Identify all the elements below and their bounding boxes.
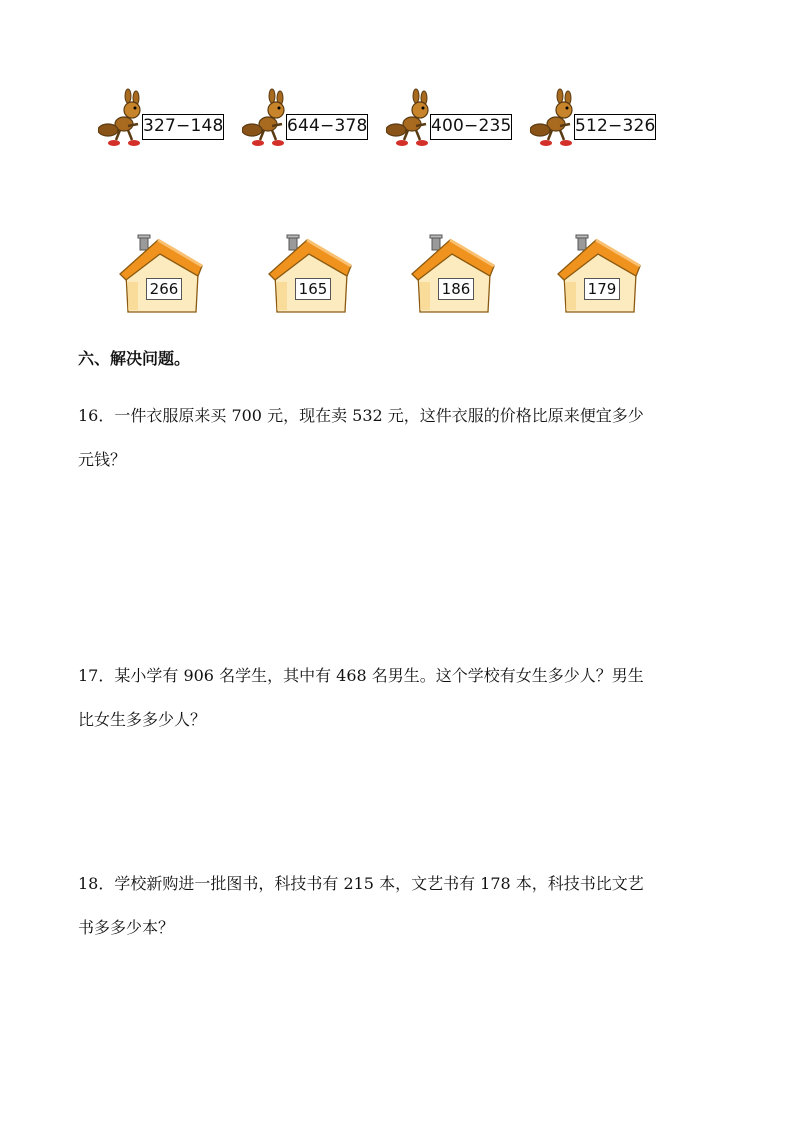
ant-card-3 (386, 86, 516, 156)
expression-box: 512−326 (574, 114, 656, 140)
problem-line: 17．某小学有 906 名学生，其中有 468 名男生。这个学校有女生多少人？男生 (78, 666, 644, 685)
problem-17 (78, 654, 718, 742)
house-icon (116, 234, 206, 314)
ant-card-4 (530, 86, 660, 156)
house-card-2 (265, 234, 355, 314)
expression-box: 400−235 (430, 114, 512, 140)
house-icon (265, 234, 355, 314)
house-icon (408, 234, 498, 314)
house-number: 165 (295, 278, 331, 300)
house-number: 186 (438, 278, 474, 300)
ant-card-1 (98, 86, 228, 156)
house-icon (554, 234, 644, 314)
problem-18 (78, 862, 718, 950)
house-card-3 (408, 234, 498, 314)
ant-icon (242, 86, 292, 156)
expression-box: 327−148 (142, 114, 224, 140)
problem-line: 书多多少本？ (78, 918, 175, 937)
problem-16 (78, 394, 718, 482)
expression-box: 644−378 (286, 114, 368, 140)
ant-icon (530, 86, 580, 156)
ant-icon (98, 86, 148, 156)
house-card-4 (554, 234, 644, 314)
house-number: 266 (146, 278, 182, 300)
problem-line: 元钱？ (78, 450, 127, 469)
problem-line: 比女生多多少人？ (78, 710, 207, 729)
problem-line: 18．学校新购进一批图书，科技书有 215 本，文艺书有 178 本，科技书比文艺 (78, 874, 644, 893)
ant-card-2 (242, 86, 372, 156)
house-number: 179 (584, 278, 620, 300)
house-card-1 (116, 234, 206, 314)
ant-icon (386, 86, 436, 156)
problem-line: 16．一件衣服原来买 700 元，现在卖 532 元，这件衣服的价格比原来便宜多少 (78, 406, 644, 425)
section-title: 六、解决问题。 (78, 349, 191, 368)
